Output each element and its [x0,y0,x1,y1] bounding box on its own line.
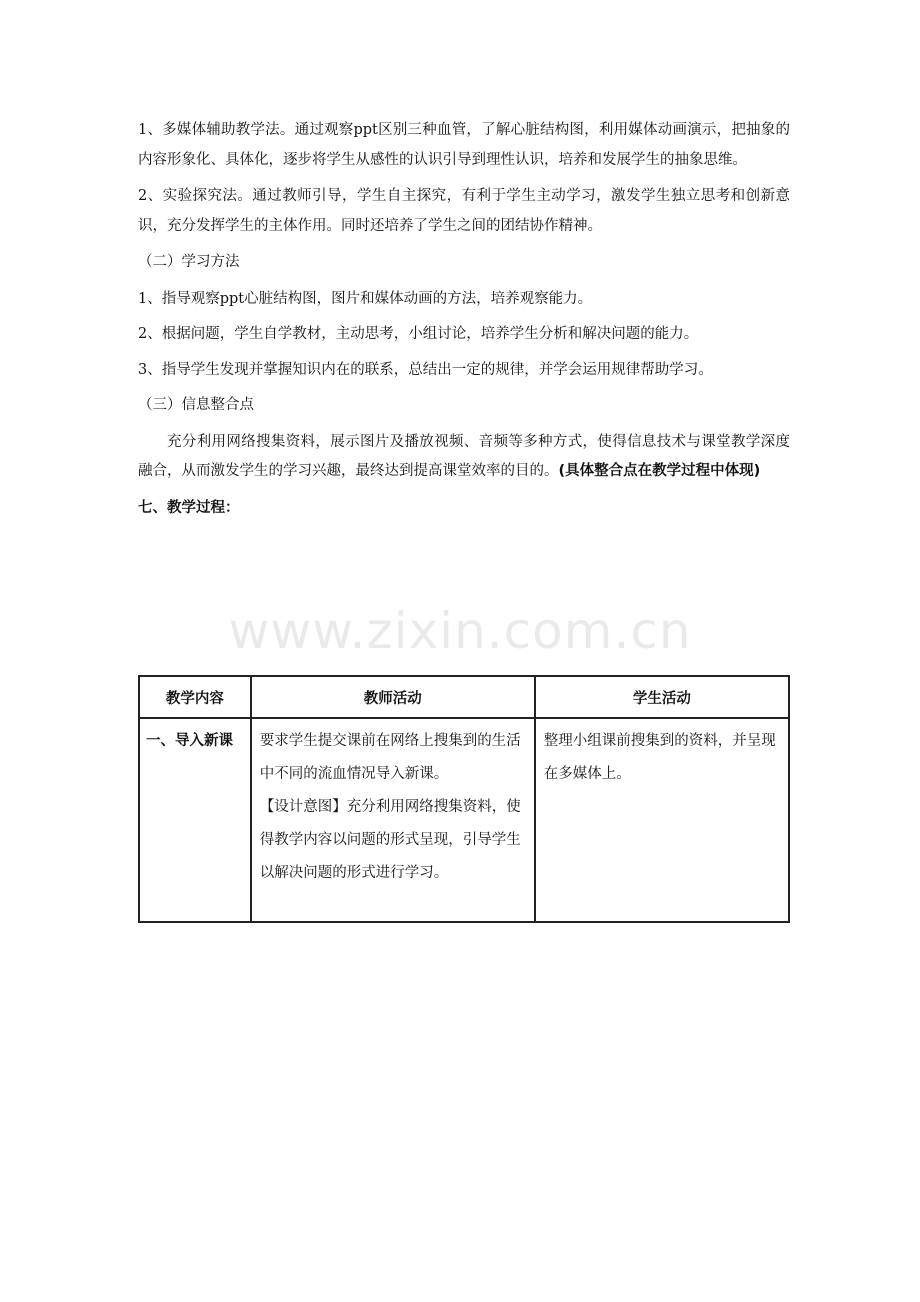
integration-paragraph [138,428,790,487]
document-body [138,116,790,530]
section-heading-integration: （三）信息整合点 [138,397,254,413]
learning-method-2: 2、根据问题，学生自学教材，主动思考，小组讨论，培养学生分析和解决问题的能力。 [138,326,699,342]
section-heading-teaching-process: 七、教学过程： [138,499,240,516]
integration-text: 充分利用网络搜集资料，展示图片及播放视频、音频等多种方式，使得信息技术与课堂教学深度融合，从而激发学生的学习兴趣，最终达到提高课堂效率的目的。 [138,433,790,479]
learning-method-1: 1、指导观察ppt心脏结构图，图片和媒体动画的方法，培养观察能力。 [138,290,593,307]
header-student-activity: 学生活动 [535,676,789,718]
table-row [139,718,789,922]
cell-teacher-activity [251,718,535,922]
integration-note: (具体整合点在教学过程中体现) [558,463,761,479]
table-header-row [139,676,789,718]
header-content: 教学内容 [139,676,251,718]
watermark: www.zixin.com.cn [228,602,692,660]
cell-content: 一、导入新课 [139,718,251,922]
cell-student-activity: 整理小组课前搜集到的资料，并呈现在多媒体上。 [535,718,789,922]
method-paragraph-2: 2、实验探究法。通过教师引导，学生自主探究，有利于学生主动学习，激发学生独立思考和创新意识，充分发挥学生的主体作用。同时还培养了学生之间的团结协作精神。 [138,188,790,234]
method-paragraph-1: 1、多媒体辅助教学法。通过观察ppt区别三种血管，了解心脏结构图，利用媒体动画演示，把抽象的内容形象化、具体化，逐步将学生从感性的认识引导到理性认识，培养和发展学生的抽象思维。 [138,122,790,168]
design-intent-text: 【设计意图】充分利用网络搜集资料，使得教学内容以问题的形式呈现，引导学生以解决问题的形式进行学习。 [259,799,521,881]
teacher-activity-text: 要求学生提交课前在网络上搜集到的生活中不同的流血情况导入新课。 [259,733,521,782]
learning-method-3: 3、指导学生发现并掌握知识内在的联系，总结出一定的规律，并学会运用规律帮助学习。 [138,361,713,378]
teaching-process-table [138,675,790,923]
header-teacher-activity: 教师活动 [251,676,535,718]
section-heading-learning-methods: （二）学习方法 [138,254,240,270]
